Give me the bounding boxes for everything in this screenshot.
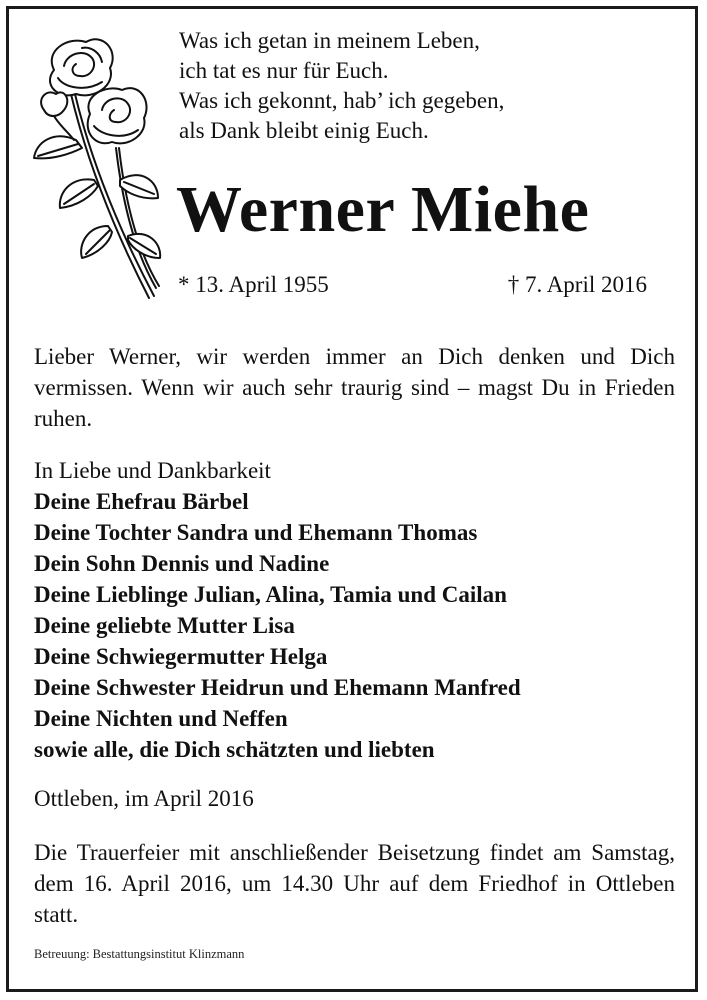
poem-line: Was ich gekonnt, hab’ ich gegeben, <box>179 88 505 113</box>
signer: Dein Sohn Dennis und Nadine <box>34 551 330 576</box>
poem-line: ich tat es nur für Euch. <box>179 58 389 83</box>
signer: Deine Nichten und Neffen <box>34 706 288 731</box>
poem <box>179 26 504 146</box>
signer: sowie alle, die Dich schätzten und liebten <box>34 737 435 762</box>
signer: Deine Lieblinge Julian, Alina, Tamia und Cailan <box>34 582 507 607</box>
roses-icon <box>24 30 169 305</box>
deceased-name: Werner Miehe <box>176 173 590 246</box>
farewell-message: Lieber Werner, wir werden immer an Dich denken und Dich vermissen. Wenn wir auch sehr traurig sind – magst Du in Frieden ruhen. <box>34 344 675 431</box>
signers-intro: In Liebe und Dankbarkeit <box>34 458 271 483</box>
funeral-notice: Die Trauerfeier mit anschließender Beisetzung findet am Samstag, dem 16. April 2016, um 14.30 Uhr auf dem Friedhof in Ottleben statt. <box>34 840 675 927</box>
funeral-home-credit: Betreuung: Bestattungsinstitut Klinzmann <box>34 947 245 961</box>
signer: Deine Tochter Sandra und Ehemann Thomas <box>34 520 478 545</box>
signer: Deine Schwiegermutter Helga <box>34 644 328 669</box>
signer: Deine Ehefrau Bärbel <box>34 489 249 514</box>
birth-date: * 13. April 1955 <box>178 272 329 297</box>
signers-list <box>34 455 521 765</box>
poem-line: als Dank bleibt einig Euch. <box>179 118 429 143</box>
place-date: Ottleben, im April 2016 <box>34 786 254 811</box>
poem-line: Was ich getan in meinem Leben, <box>179 28 480 53</box>
signer: Deine Schwester Heidrun und Ehemann Manfred <box>34 675 521 700</box>
death-date: † 7. April 2016 <box>507 272 647 297</box>
signer: Deine geliebte Mutter Lisa <box>34 613 295 638</box>
